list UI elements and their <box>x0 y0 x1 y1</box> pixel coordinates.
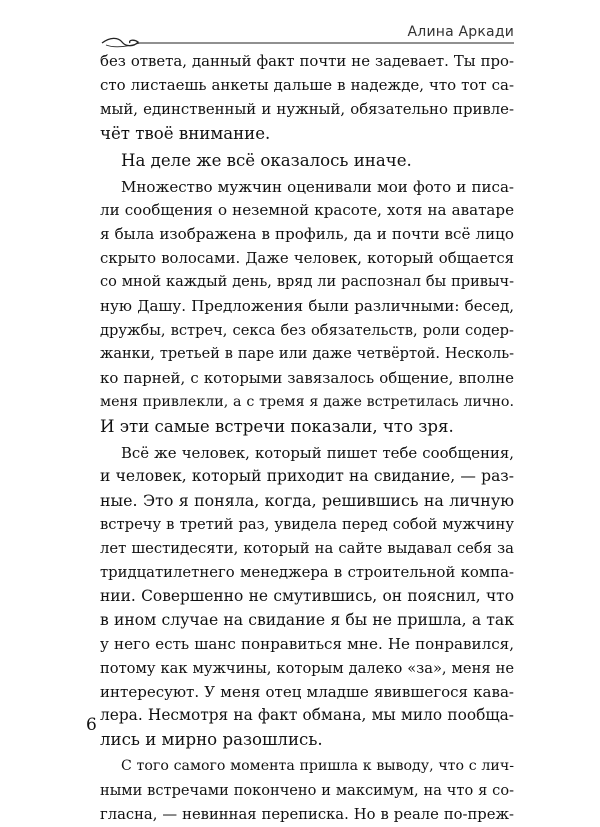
text-line: Всё же человек, который пишет тебе сообщения, <box>121 443 514 462</box>
text-line: мый, единственный и нужный, обязательно привле- <box>100 99 514 118</box>
paragraph <box>100 50 514 146</box>
text-line: встречу в третий раз, увидела перед собой мужчину <box>100 516 514 534</box>
text-line: лет шестидесяти, который на сайте выдавал себя за <box>100 540 514 558</box>
text-line: со мной каждый день, вряд ли распознал бы привыч- <box>100 274 514 291</box>
paragraph <box>100 442 514 753</box>
text-line: жанки, третьей в паре или даже четвёртой. Несколь- <box>100 345 514 362</box>
text-line: ко парней, с которыми завязалось общение, вполне <box>100 368 514 387</box>
text-line: в ином случае на свидание я бы не пришла, а так <box>100 610 514 629</box>
text-line: тридцатилетнего менеджера в строительной компа- <box>100 564 514 582</box>
text-line: лись и мирно разошлись. <box>100 730 323 750</box>
text-line: ные. Это я поняла, когда, решившись на личную <box>100 491 514 511</box>
text-line: ли сообщения о неземной красоте, хотя на аватаре <box>100 201 514 220</box>
text-line: дружбы, встреч, секса без обязательств, роли содер- <box>100 321 514 339</box>
text-line: интересуют. У меня отец младше явившегося кава- <box>100 682 514 701</box>
text-line: скрыто волосами. Даже человек, который общается <box>100 249 514 268</box>
text-line: С того самого момента пришла к выводу, что с лич- <box>121 758 514 775</box>
text-line: Множество мужчин оценивали мои фото и писа- <box>121 177 514 196</box>
page-number: 6 <box>86 715 97 735</box>
paragraph <box>100 176 514 439</box>
paragraph <box>100 755 514 827</box>
text-line: меня привлекли, а с тремя я даже встретилась лично. <box>100 393 514 410</box>
text-line: сто листаешь анкеты дальше в надежде, что тот са- <box>100 75 514 94</box>
body-text <box>100 50 514 827</box>
paragraph <box>100 149 514 173</box>
text-line: гласна, — невинная переписка. Но в реале по-преж- <box>100 806 514 824</box>
author-name: Алина Аркади <box>407 24 514 40</box>
text-line: ную Дашу. Предложения были различными: бесед, <box>100 297 514 316</box>
ornamental-rule <box>100 34 514 50</box>
text-line: потому как мужчины, которым далеко «за», меня не <box>100 659 514 677</box>
text-line: На деле же всё оказалось иначе. <box>121 150 412 170</box>
text-line: у него есть шанс понравиться мне. Не понравился, <box>100 634 514 653</box>
text-line: И эти самые встречи показали, что зря. <box>100 416 454 436</box>
text-line: чёт твоё внимание. <box>100 123 271 143</box>
text-line: лера. Несмотря на факт обмана, мы мило пообща- <box>100 706 514 725</box>
text-line: без ответа, данный факт почти не задевает. Ты про- <box>100 52 514 70</box>
text-line: и человек, который приходит на свидание, — раз- <box>100 467 514 486</box>
text-line: нии. Совершенно не смутившись, он пояснил, что <box>100 586 514 605</box>
running-header <box>100 20 514 50</box>
text-line: я была изображена в профиль, да и почти всё лицо <box>100 225 514 244</box>
text-line: ными встречами покончено и максимум, на что я со- <box>100 782 514 800</box>
